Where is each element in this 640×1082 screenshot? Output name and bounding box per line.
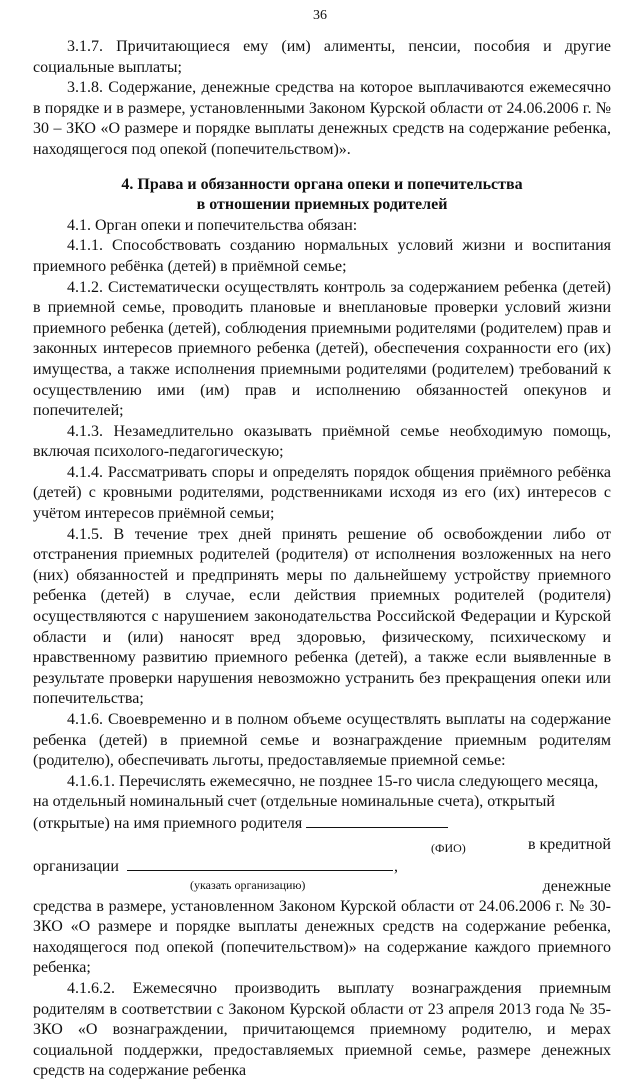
- fio-row: [33, 835, 611, 857]
- paragraph-3-1-7: 3.1.7. Причитающиеся ему (им) алименты, пенсии, пособия и другие социальные выплаты;: [33, 38, 611, 76]
- organization-comma: ,: [394, 857, 398, 875]
- credit-organization-text: в кредитной: [527, 835, 611, 853]
- organization-row: [33, 857, 611, 877]
- document-body: [33, 37, 611, 1082]
- organization-caption: (указать организацию): [190, 877, 306, 892]
- paragraph-3-1-8: 3.1.8. Содержание, денежные средства на которое выплачиваются ежемесячно в порядке и в размере, установленными Законом Курской области от 24.06.2006 г. № 30 – ЗКО «О размере и порядке выплаты денежных средств на содержание ребенка, находящегося под опекой (попечительством)».: [33, 79, 611, 158]
- paragraph-4-1-1: 4.1.1. Способствовать созданию нормальных условий жизни и воспитания приемного ребёнка (детей) в приёмной семье;: [33, 237, 611, 275]
- paragraph-4-1: 4.1. Орган опеки и попечительства обязан:: [67, 216, 358, 234]
- fio-caption: (ФИО): [431, 840, 466, 855]
- paragraph-4-1-2: 4.1.2. Систематически осуществлять контроль за содержанием ребенка (детей) в приемной семье, проводить плановые и внеплановые проверки условий жизни приемного ребенка (детей), соблюдения приемными родителями (родителем) прав и законных интересов приемного ребенка (детей), обеспечения сохранности его (их) имущества, а также исполнения приемными родителями (родителем) требований к осуществлению ими (им) прав и исполнению обязанностей опекунов и попечителей;: [33, 278, 611, 420]
- guardian-name-blank: [306, 813, 448, 828]
- organization-note-row: [33, 877, 611, 893]
- page-number: 36: [313, 8, 327, 23]
- section-4-title: [33, 175, 611, 216]
- paragraph-4-1-6: 4.1.6. Своевременно и в полном объеме осуществлять выплаты на содержание ребенка (детей) в приемной семье и вознаграждение приемным родителям (родителю), обеспечивать льготы, предоставляемые приемной семье:: [33, 711, 611, 770]
- paragraph-4-1-6-1-continued: средства в размере, установленном Законом Курской области от 24.06.2006 г. № 30- ЗКО «О размере и порядке выплаты денежных средств на содержание ребенка, находящегося под опекой (попечительством)» на содержание каждого приемного ребенка;: [33, 897, 611, 977]
- organization-blank: [127, 870, 393, 871]
- paragraph-4-1-5: 4.1.5. В течение трех дней принять решение об освобождении либо от отстранения приемных родителей (родителя) от исполнения возложенных на него (них) обязанностей и предпринять меры по дальнейшему устройству приемного ребенка (детей) в случае, если действия приемных родителей (родителя) осуществляются с нарушением законодательства Российской Федерации и Курской области и (или) наносят вред здоровью, физическому, психическому и нравственному развитию приемного ребенка (детей), а также если выявленные в результате проверки нарушения невозможно устранить без прекращения опеки или попечительства;: [33, 525, 611, 708]
- paragraph-4-1-6-1: [33, 772, 611, 835]
- paragraph-4-1-6-2: 4.1.6.2. Ежемесячно производить выплату вознаграждения приемным родителям в соответствии с Законом Курской области от 23 апреля 2013 года № 35-ЗКО «О вознаграждении, причитающемся приемному родителю, и мерах социальной поддержки, предоставляемых приемной семье, размере денежных средств на содержание ребенка: [33, 979, 611, 1080]
- paragraph-4-1-3: 4.1.3. Незамедлительно оказывать приёмной семье необходимую помощь, включая психолого-педагогическую;: [33, 422, 611, 461]
- organization-label: организации: [33, 857, 119, 875]
- section-4-title-line-2: в отношении приемных родителей: [196, 196, 448, 214]
- paragraph-4-1-4: 4.1.4. Рассматривать споры и определять порядок общения приёмного ребёнка (детей) с кровными родителями, родственниками исходя из его (их) интересов с учётом интересов приёмной семьи;: [33, 463, 611, 523]
- section-4-title-line-1: 4. Права и обязанности органа опеки и попечительства: [121, 175, 523, 193]
- money-text: денежные: [542, 877, 611, 895]
- paragraph-4-1-6-1-text: 4.1.6.1. Перечислять ежемесячно, не позднее 15-го числа следующего месяца, на отдельный номинальный счет (отдельные номинальные счета), открытый (открытые) на имя приемного родителя: [33, 772, 599, 832]
